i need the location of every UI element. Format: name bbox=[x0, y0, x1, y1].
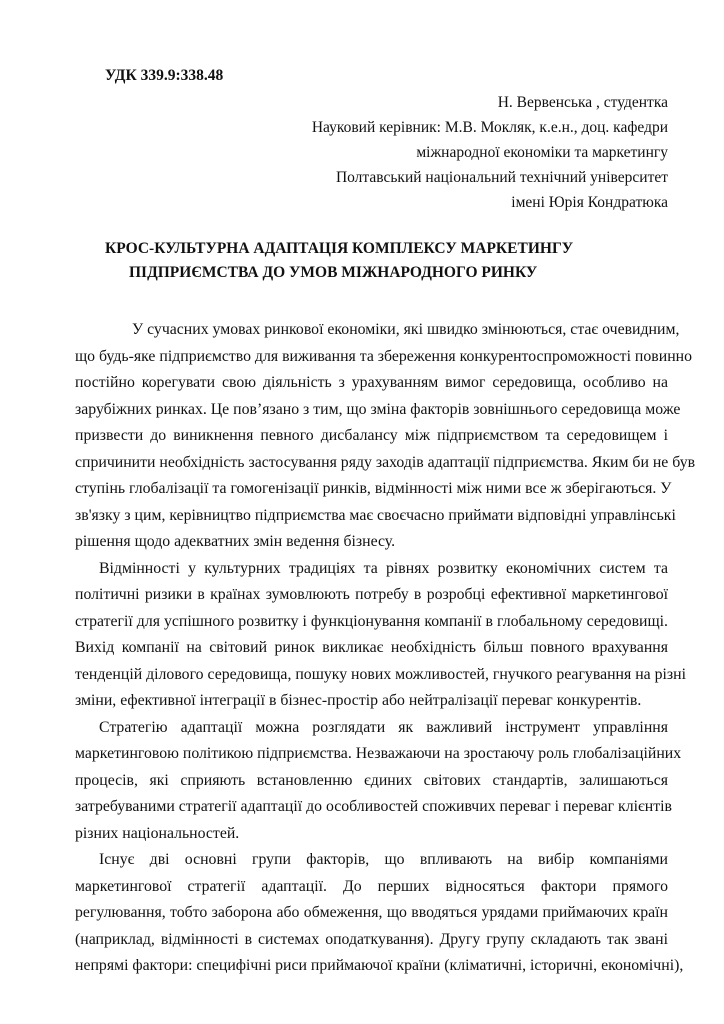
university-name-suffix: імені Юрія Кондратюка bbox=[511, 194, 668, 211]
text-line: затребуваними стратегії адаптації до особливостей споживчих переваг і переваг клієнтів bbox=[75, 798, 672, 815]
paragraph bbox=[75, 715, 682, 848]
author-name: Н. Вервенська , студентка bbox=[497, 94, 668, 111]
text-line: зміни, ефективної інтеграції в бізнес-простір або нейтралізації переваг конкурентів. bbox=[75, 692, 642, 709]
article-body bbox=[75, 317, 696, 980]
paragraph bbox=[75, 556, 686, 715]
text-line: рішення щодо адекватних змін ведення бізнесу. bbox=[75, 533, 396, 550]
text-line: політичні ризики в країнах зумовлюють потребу в розробці ефективної маркетингової bbox=[75, 586, 668, 603]
paragraph bbox=[75, 847, 684, 980]
text-line: тенденцій ділового середовища, пошуку нових можливостей, гнучкого реагування на різні bbox=[75, 665, 686, 683]
udk-code: УДК 339.9:338.48 bbox=[105, 67, 224, 84]
text-line: призвести до виникнення певного дисбалансу між підприємством та середовищем і bbox=[75, 427, 668, 444]
university: Полтавський національний технічний університет bbox=[335, 169, 668, 186]
text-line: Існує дві основні групи факторів, що впливають на вибір компаніями bbox=[99, 851, 668, 868]
text-line: процесів, які сприяють встановленню єдиних світових стандартів, залишаються bbox=[75, 771, 668, 789]
text-line: стратегії для успішного розвитку і функціонування компанії в глобальному середовищі. bbox=[75, 612, 668, 630]
text-line: непрямі фактори: специфічні риси приймаючої країни (кліматичні, історичні, економічні), bbox=[75, 957, 684, 974]
text-line: регулювання, тобто заборона або обмеження, що вводяться урядами приймаючих країн bbox=[75, 904, 668, 921]
text-line: зв'язку з цим, керівництво підприємства має своєчасно приймати відповідні управлінські bbox=[75, 506, 676, 524]
text-line: Вихід компанії на світовий ринок викликає необхідність більш повного врахування bbox=[75, 639, 668, 656]
text-line: різних національностей. bbox=[75, 824, 240, 842]
text-line: ступінь глобалізації та гомогенізації ринків, відмінності між ними все ж зберігаються. У bbox=[75, 480, 672, 497]
text-line: Відмінності у культурних традиціях та рівнях розвитку економічних систем та bbox=[99, 559, 668, 577]
author-block bbox=[312, 90, 668, 215]
supervisor: Науковий керівник: М.В. Мокляк, к.е.н., доц. кафедри bbox=[311, 119, 668, 136]
text-line: Стратегію адаптації можна розглядати як важливий інструмент управління bbox=[99, 718, 668, 736]
text-line: зарубіжних ринках. Це пов’язано з тим, що зміна факторів зовнішнього середовища може bbox=[75, 400, 681, 418]
text-line: що будь-яке підприємство для виживання та збереження конкурентоспроможності повинно bbox=[75, 347, 692, 365]
text-line: постійно корегувати свою діяльність з урахуванням вимог середовища, особливо на bbox=[75, 374, 668, 391]
text-line: У сучасних умовах ринкової економіки, які швидко змінюються, стає очевидним, bbox=[132, 321, 680, 338]
paragraph bbox=[75, 317, 696, 556]
text-line: маркетинговою політикою підприємства. Незважаючи на зростаючу роль глобалізаційних bbox=[75, 745, 682, 762]
department: міжнародної економіки та маркетингу bbox=[416, 144, 668, 161]
text-line: спричинити необхідність застосування ряду заходів адаптації підприємства. Яким би не був bbox=[75, 453, 696, 471]
text-line: маркетингової стратегії адаптації. До перших відносяться фактори прямого bbox=[75, 877, 668, 895]
article-title bbox=[105, 237, 573, 285]
title-line: ПІДПРИЄМСТВА ДО УМОВ МІЖНАРОДНОГО РИНКУ bbox=[129, 264, 538, 281]
text-line: (наприклад, відмінності в системах оподаткування). Другу групу складають так звані bbox=[75, 930, 668, 948]
title-line: КРОС-КУЛЬТУРНА АДАПТАЦІЯ КОМПЛЕКСУ МАРКЕТИНГУ bbox=[105, 240, 574, 257]
